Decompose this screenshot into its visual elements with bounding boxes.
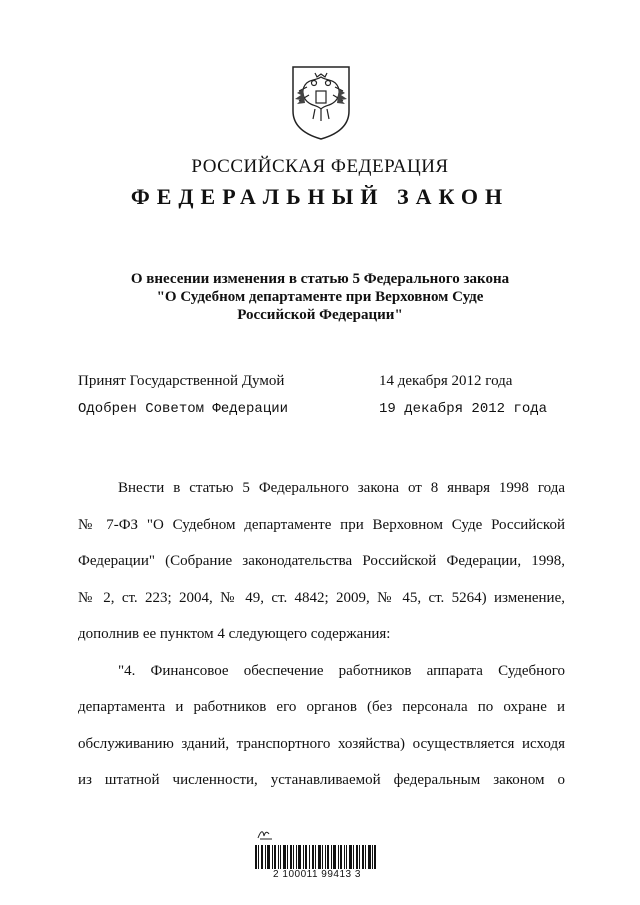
handwritten-mark-icon (257, 828, 273, 840)
subject-line: Российской Федерации" (237, 307, 403, 323)
barcode-number: 2 100011 99413 3 (273, 869, 361, 880)
body-line: № 2, ст. 223; 2004, № 49, ст. 4842; 2009, № 45, ст. 5264) изменение, (78, 589, 565, 606)
body-line: обслуживанию зданий, транспортного хозяйства) осуществляется исходя (78, 735, 565, 752)
barcode-icon (255, 845, 377, 869)
body-line: "4. Финансовое обеспечение работников аппарата Судебного (118, 662, 565, 679)
body-line: Внести в статью 5 Федерального закона от 8 января 1998 года (118, 480, 565, 496)
country-name: РОССИЙСКАЯ ФЕДЕРАЦИЯ (191, 156, 449, 177)
duma-adoption-label: Принят Государственной Думой (78, 373, 285, 389)
document-type-title: ФЕДЕРАЛЬНЫЙ ЗАКОН (130, 184, 510, 209)
body-line: департамента и работников его органов (без персонала по охране и (78, 699, 565, 715)
council-approval-date: 19 декабря 2012 года (379, 401, 548, 417)
council-approval-row (78, 401, 558, 423)
subject-line: "О Судебном департаменте при Верховном Суде (156, 289, 484, 305)
subject-line: О внесении изменения в статью 5 Федерального закона (130, 271, 510, 287)
duma-adoption-row (78, 373, 558, 395)
body-line: Федерации" (Собрание законодательства Российской Федерации, 1998, (78, 553, 565, 569)
body-line: № 7-ФЗ "О Судебном департаменте при Верховном Суде Российской (78, 516, 565, 533)
council-approval-label: Одобрен Советом Федерации (78, 401, 289, 417)
body-line: дополнив ее пунктом 4 следующего содержания: (78, 626, 391, 642)
coat-of-arms-icon (287, 63, 355, 141)
body-line: из штатной численности, устанавливаемой федеральным законом о (78, 772, 565, 788)
law-subject-title (0, 270, 640, 324)
law-body-text (78, 470, 565, 799)
duma-adoption-date: 14 декабря 2012 года (379, 373, 513, 389)
